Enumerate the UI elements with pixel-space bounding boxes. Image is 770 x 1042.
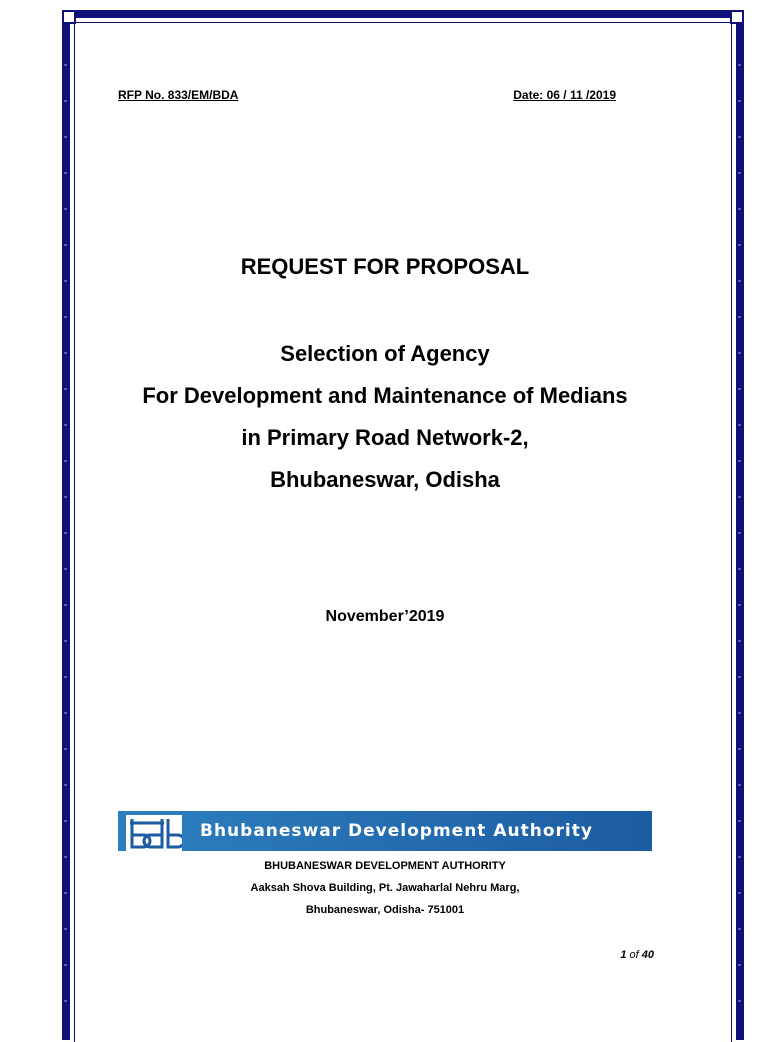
page-total: 40	[641, 949, 654, 961]
subtitle-line: Selection of Agency	[280, 341, 490, 366]
corner-ornament-right	[730, 10, 744, 24]
document-subtitle	[80, 333, 690, 501]
border-ticks-left	[64, 30, 67, 1020]
rfp-number: RFP No. 833/EM/BDA	[118, 88, 239, 102]
border-ticks-right	[738, 30, 741, 1020]
subtitle-line: Bhubaneswar, Odisha	[270, 467, 500, 492]
rfp-date: Date: 06 / 11 /2019	[513, 88, 616, 102]
banner-text: Bhubaneswar Development Authority	[200, 821, 593, 841]
page-number	[620, 949, 654, 961]
authority-banner	[118, 811, 652, 851]
corner-ornament-left	[62, 10, 76, 24]
bda-logo-icon	[126, 815, 182, 851]
subtitle-line: For Development and Maintenance of Medians	[142, 383, 628, 408]
document-title: REQUEST FOR PROPOSAL	[240, 254, 530, 279]
address-organization: BHUBANESWAR DEVELOPMENT AUTHORITY	[264, 860, 506, 872]
page-current: 1	[620, 949, 627, 961]
address-line-2: Bhubaneswar, Odisha- 751001	[305, 904, 465, 916]
page-of: of	[629, 949, 639, 961]
address-line-1: Aaksah Shova Building, Pt. Jawaharlal Nehru Marg,	[250, 882, 520, 894]
subtitle-line: in Primary Road Network-2,	[241, 425, 529, 450]
document-month: November’2019	[325, 608, 445, 625]
